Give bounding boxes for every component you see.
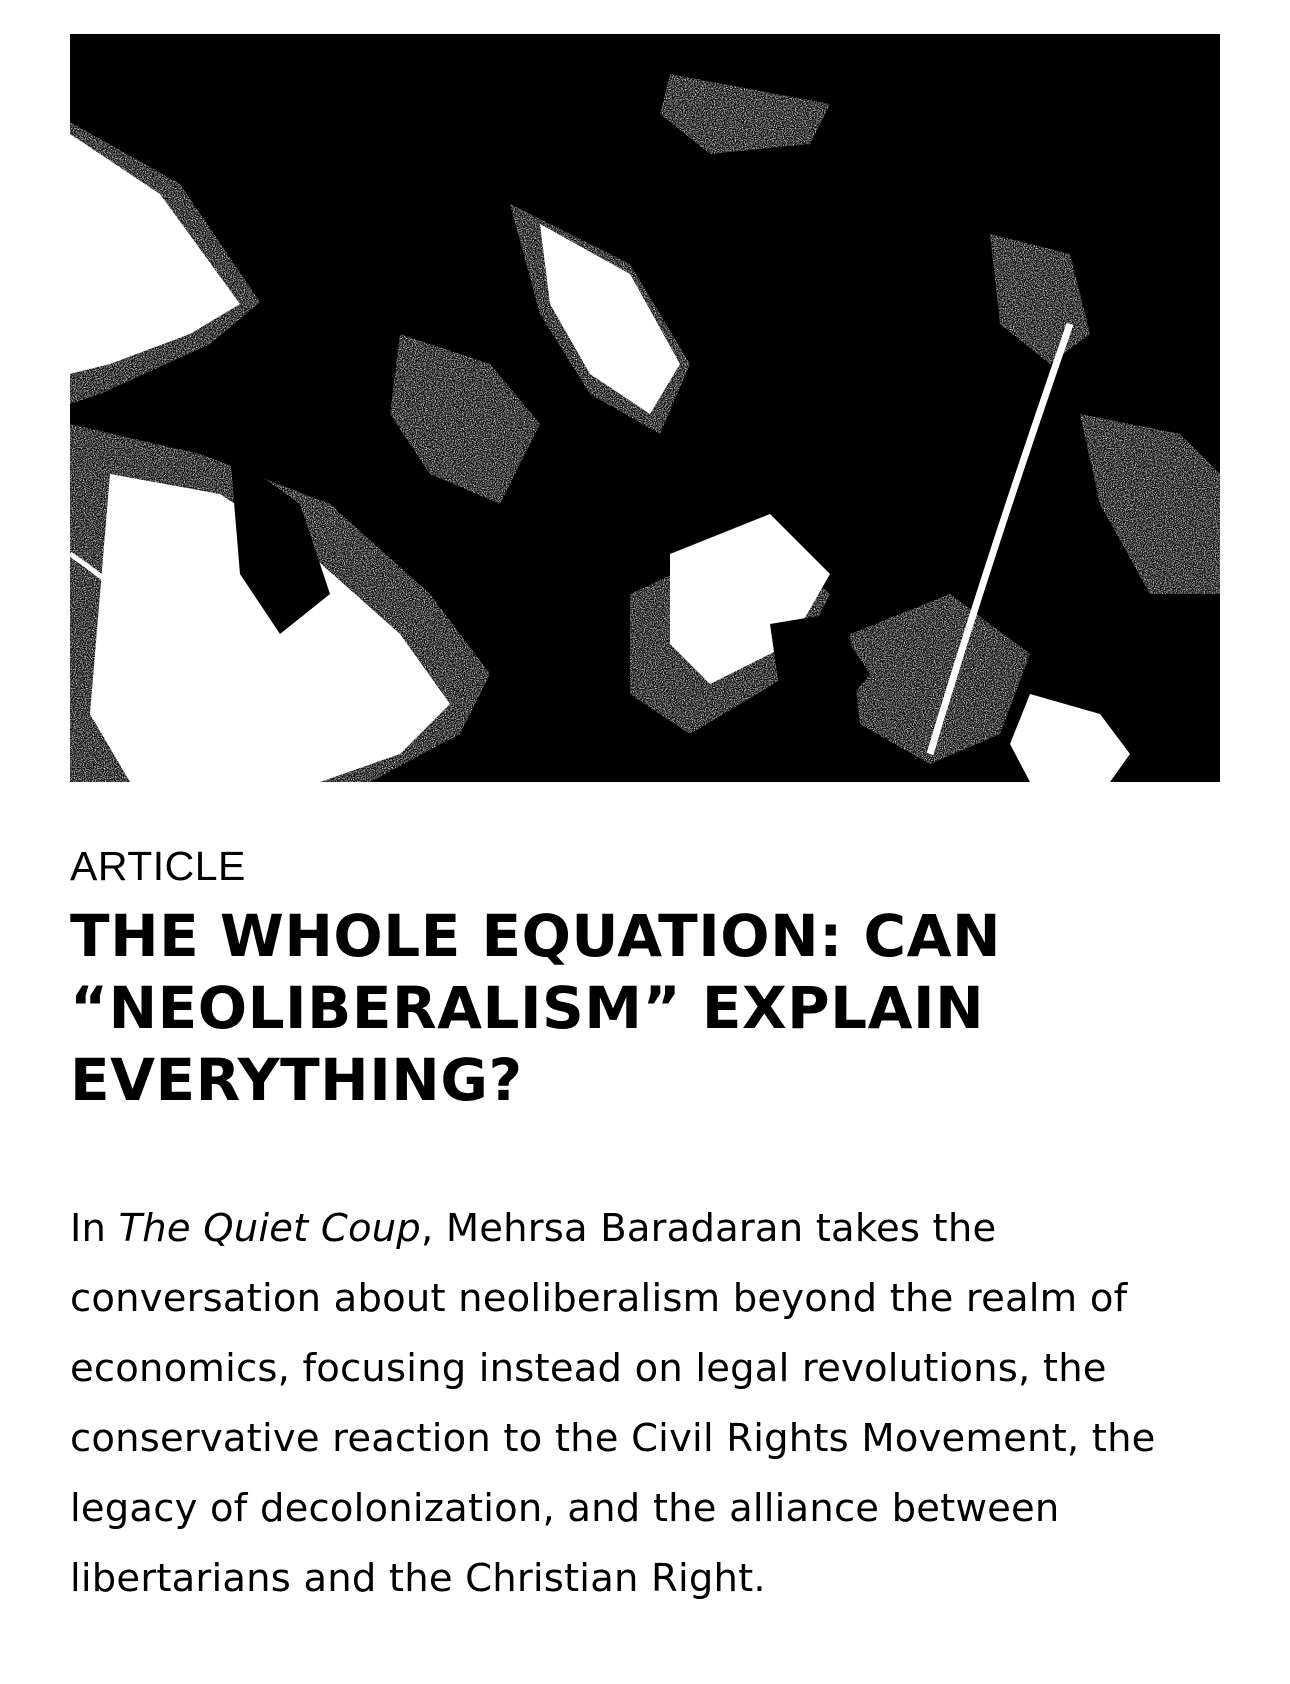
article-headline-text[interactable]: THE WHOLE EQUATION: CAN “NEOLIBERALISM” EXPLAIN EVERYTHING? xyxy=(70,902,1002,1114)
hero-photo-graphic xyxy=(70,34,1220,782)
article-headline[interactable] xyxy=(70,900,1220,1116)
hero-image[interactable] xyxy=(70,34,1220,782)
article-card[interactable] xyxy=(70,34,1220,1654)
article-summary xyxy=(70,1194,1220,1614)
summary-text: , Mehrsa Baradaran takes the conversation about neoliberalism beyond the realm of economics, focusing instead on legal revolutions, the conservative reaction to the Civil Rights Movement, the legacy of decolonization, and the alliance between libertarians and the Christian Right. xyxy=(70,1206,1156,1601)
book-title: The Quiet Coup xyxy=(118,1206,421,1251)
summary-prefix: In xyxy=(70,1206,119,1251)
article-category-label: ARTICLE xyxy=(70,843,246,889)
